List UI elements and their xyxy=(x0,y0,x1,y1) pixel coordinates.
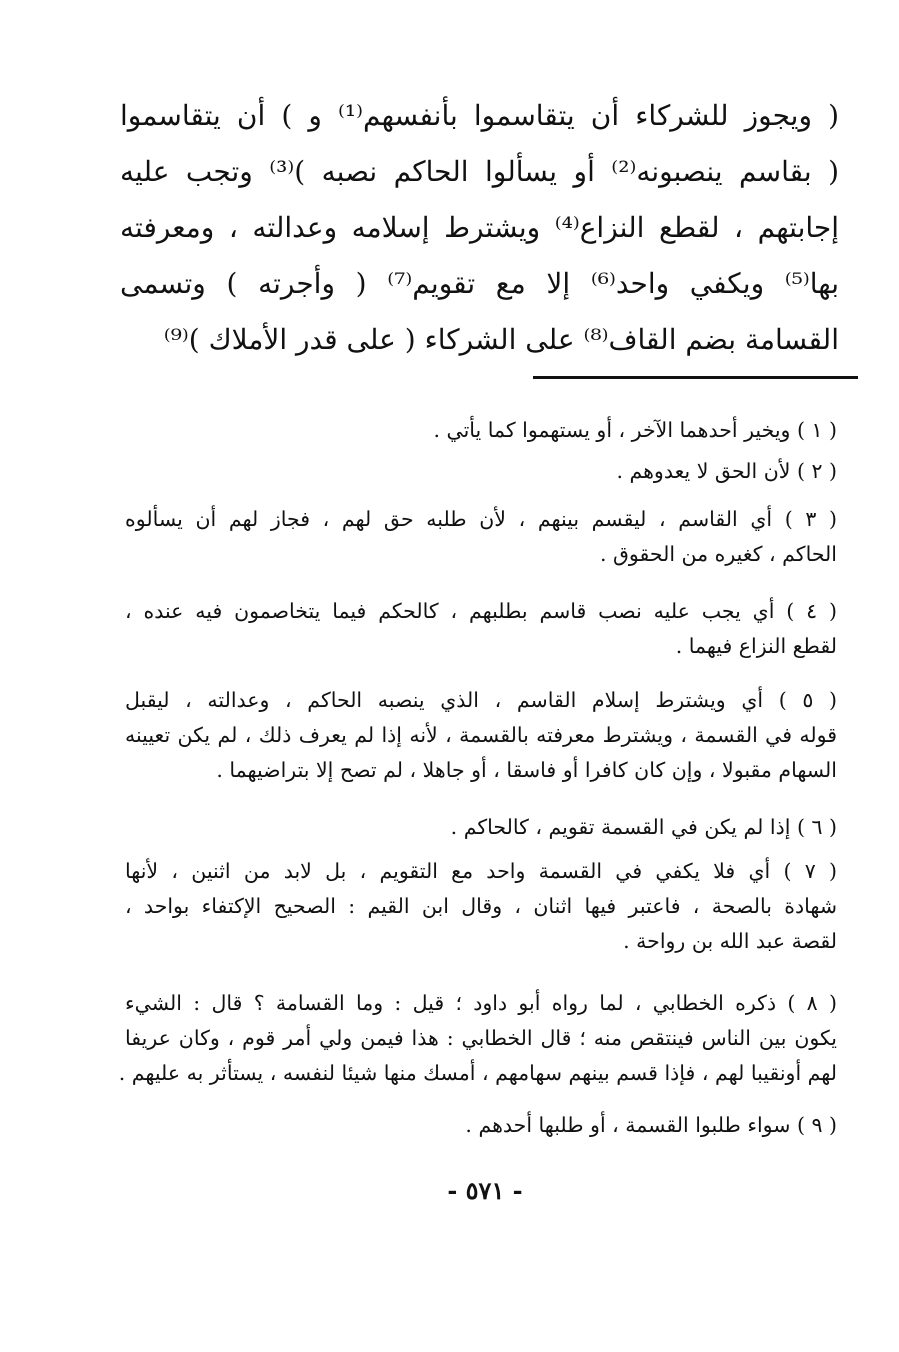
footnote-line: ( ٥ ) أي ويشترط إسلام القاسم ، الذي ينصبه الحاكم ، وعدالته ، ليقبل xyxy=(125,688,838,712)
main-text-line: ( بقاسم ينصبونه⁽²⁾ أو يسألوا الحاكم نصبه )⁽³⁾ وتجب عليه xyxy=(120,155,840,188)
footnote-line: قوله في القسمة ، ويشترط معرفته بالقسمة ، لأنه إذا لم يعرف ذلك ، لم يكن تعيينه xyxy=(125,723,837,747)
footnote-line: الحاكم ، كغيره من الحقوق . xyxy=(599,542,837,566)
footnote-line: ( ٦ ) إذا لم يكن في القسمة تقويم ، كالحاكم . xyxy=(450,815,837,839)
footnote-line: ( ٣ ) أي القاسم ، ليقسم بينهم ، لأن طلبه حق لهم ، فجاز لهم أن يسألوه xyxy=(125,507,837,531)
footnote-6 xyxy=(125,810,837,845)
main-text-line: بها⁽⁵⁾ ويكفي واحد⁽⁶⁾ إلا مع تقويم⁽⁷⁾ ( وأجرته ) وتسمى xyxy=(120,267,839,300)
footnote-line: لقطع النزاع فيهما . xyxy=(675,634,837,658)
page-number: - ٥٧١ - xyxy=(447,1176,523,1205)
footnote-line: يكون بين الناس فينتقص منه ؛ قال الخطابي : هذا فيمن ولي أمر قوم ، وكان عريفا xyxy=(125,1026,837,1050)
footnote-line: ( ٧ ) أي فلا يكفي في القسمة واحد مع التقويم ، بل لابد من اثنين ، لأنها xyxy=(125,859,837,883)
footnote-4 xyxy=(125,594,837,664)
footnote-separator xyxy=(533,376,858,379)
footnote-5 xyxy=(125,683,837,788)
footnote-line: لقصة عبد الله بن رواحة . xyxy=(623,929,837,953)
main-text-line: إجابتهم ، لقطع النزاع⁽⁴⁾ ويشترط إسلامه وعدالته ، ومعرفته xyxy=(120,211,839,244)
footnote-line: ( ٢ ) لأن الحق لا يعدوهم . xyxy=(616,459,837,483)
footnote-line: شهادة بالصحة ، فاعتبر فيها اثنان ، وقال ابن القيم : الصحيح الإكتفاء بواحد ، xyxy=(125,894,837,918)
footnote-9 xyxy=(125,1108,837,1143)
footnote-8 xyxy=(118,986,837,1091)
footnote-3 xyxy=(125,502,837,572)
footnote-line: ( ١ ) ويخير أحدهما الآخر ، أو يستهموا كما يأتي . xyxy=(433,418,837,442)
footnote-1 xyxy=(125,413,837,448)
footnote-line: ( ٨ ) ذكره الخطابي ، لما رواه أبو داود ؛ قيل : وما القسامة ؟ قال : الشيء xyxy=(125,991,837,1015)
main-text-line: ( ويجوز للشركاء أن يتقاسموا بأنفسهم⁽¹⁾ و ) أن يتقاسموا xyxy=(120,99,839,132)
footnote-line: ( ٤ ) أي يجب عليه نصب قاسم بطلبهم ، كالحكم فيما يتخاصمون فيه عنده ، xyxy=(125,599,838,623)
footnote-line: لهم أونقيبا لهم ، فإذا قسم بينهم سهامهم ، أمسك منها شيئا لنفسه ، يستأثر به عليهم . xyxy=(118,1061,837,1085)
footnote-2 xyxy=(125,454,837,489)
footnote-line: السهام مقبولا ، وإن كان كافرا أو فاسقا ، أو جاهلا ، لم تصح إلا بتراضيهما . xyxy=(216,758,837,782)
footnote-7 xyxy=(125,854,837,959)
main-text-line: القسامة بضم القاف⁽⁸⁾ على الشركاء ( على قدر الأملاك )⁽⁹⁾ xyxy=(163,323,839,356)
footnote-line: ( ٩ ) سواء طلبوا القسمة ، أو طلبها أحدهم . xyxy=(465,1113,837,1137)
